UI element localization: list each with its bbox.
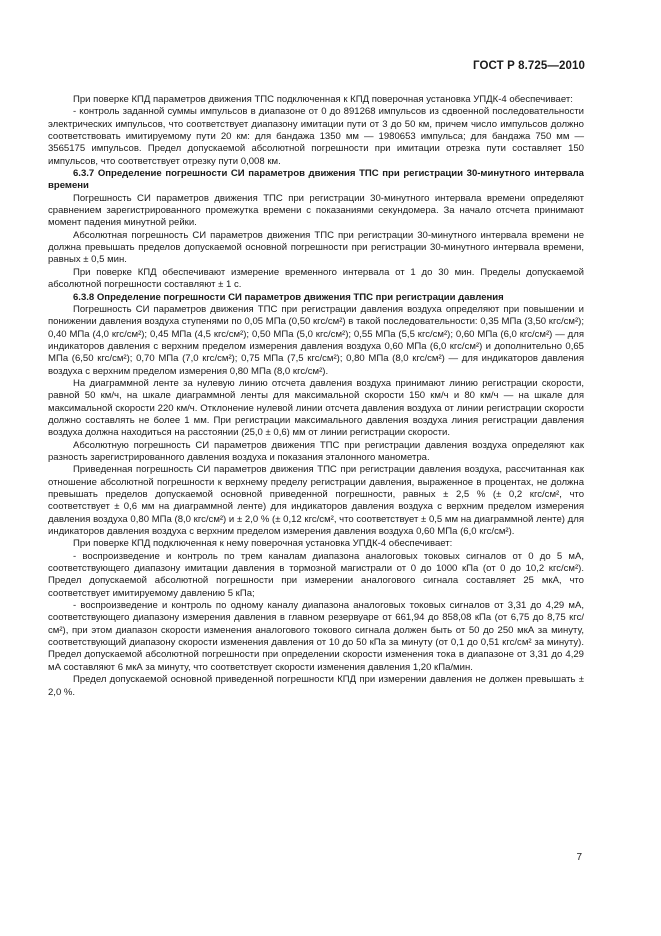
list-item: - контроль заданной суммы импульсов в диапазоне от 0 до 891268 импульсов из сдвоенной последовательности электрических импульсов, что соответствует диапазону имитации пути от 3 до 50 км, причем число импульсов должно соответствовать имитируемому пути 20 км: для бандажа 1350 мм — 1980653 импульса; для бандажа 750 мм — 3565175 импульсов. Предел допускаемой абсолютной погрешности при имитации отрезка пути составляет 150 импульсов, что соответствует отрезку пути 0,008 км. — [48, 106, 584, 167]
paragraph: Предел допускаемой основной приведенной погрешности КПД при измерении давления не должен превышать ± 2,0 %. — [48, 674, 584, 698]
paragraph: При поверке КПД обеспечивают измерение временного интервала от 1 до 30 мин. Пределы допускаемой абсолютной погрешности составляют ± 1 с. — [48, 266, 584, 291]
paragraph: Погрешность СИ параметров движения ТПС при регистрации давления воздуха определяют при повышении и понижении давления воздуха ступенями по 0,05 МПа (0,50 кгс/см²) в такой последовательности: 0,35 МПа (3,50 кгс/см²); 0,40 МПа (4,0 кгс/см²); 0,45 МПа (4,5 кгс/см²); 0,50 МПа (5,0 кгс/см²); 0,55 МПа (5,5 кгс/см²); 0,60 МПа (6,0 кгс/см²) — для индикаторов давления с верхним пределом измерения давления воздуха 0,60 МПа (6,0 кгс/см²) и дополнительно 0,65 МПа (6,50 кгс/см²); 0,70 МПа (7,0 кгс/см²); 0,75 МПа (7,5 кгс/см²); 0,80 МПа (8,0 кгс/см²) — для индикаторов давления воздуха с верхним пределом измерения 0,80 МПа (8,0 кгс/см²). — [48, 303, 584, 377]
page-body — [48, 94, 584, 699]
list-item: - воспроизведение и контроль по одному каналу диапазона аналоговых токовых сигналов от 3,31 до 4,29 мА, соответствующего диапазону измерения давления в главном резервуаре от 661,94 до 858,08 кПа (от 6,75 до 8,75 кгс/см²), при этом диапазон скорости изменения аналогового токового сигнала должен быть от 50 до 250 мкА за минуту, соответствующий диапазону скорости изменения давления от 10 до 50 кПа за минуту (от 0,1 до 0,51 кгс/см² за минуту). Предел допускаемой абсолютной погрешности при определении скорости изменения тока в диапазоне от 3,31 до 4,29 мА составляют 6 мкА за минуту, что соответствует скорости изменения давления 1,20 кПа/мин. — [48, 600, 584, 673]
paragraph: Абсолютную погрешность СИ параметров движения ТПС при регистрации давления воздуха определяют как разность зарегистрированного давления воздуха и показания эталонного манометра. — [48, 439, 584, 463]
page-number: 7 — [576, 852, 582, 863]
paragraph: Погрешность СИ параметров движения ТПС при регистрации 30-минутного интервала времени определяют сравнением зарегистрированного промежутка времени с показаниями секундомера. За начало отсчета принимают момент падения минутной рейки. — [48, 192, 584, 229]
list-item: - воспроизведение и контроль по трем каналам диапазона аналоговых токовых сигналов от 0 до 5 мА, соответствующего диапазону имитации давления в тормозной магистрали от 0 до 1000 кПа (от 0 до 10,2 кгс/см²). Предел допускаемой абсолютной погрешности при измерении аналогового сигнала составляет 25 мкА, что соответствует имитируемому давлению 5 кПа; — [48, 550, 584, 599]
paragraph: При поверке КПД параметров движения ТПС подключенная к КПД поверочная установка УПДК-4 обеспечивает: — [73, 94, 573, 105]
paragraph: Абсолютная погрешность СИ параметров движения ТПС при регистрации 30-минутного интервала времени не должна превышать пределов допускаемой основной погрешности при регистрации 30-минутного интервала времени, равных ± 0,5 мин. — [48, 229, 584, 266]
document-header: ГОСТ Р 8.725—2010 — [473, 60, 585, 72]
paragraph: Приведенная погрешность СИ параметров движения ТПС при регистрации давления воздуха, рассчитанная как отношение абсолютной погрешности к верхнему пределу регистрации давления, выраженное в процентах, не должна превышать пределов допускаемой основной приведенной погрешности, равных ± 2,5 % (± 0,2 кгс/см², что соответствует ± 0,6 мм на диаграммной ленте) для индикаторов давления воздуха с верхним пределом измерения давления воздуха 0,80 МПа (8,0 кгс/см²) и ± 2,0 % (± 0,12 кгс/см², что соответствует ± 0,5 мм на диаграммной ленте) для индикаторов давления воздуха с верхним пределом измерения давления воздуха 0,60 МПа (6,0 кгс/см²). — [48, 464, 584, 538]
paragraph: При поверке КПД подключенная к нему поверочная установка УПДК-4 обеспечивает: — [73, 538, 453, 550]
paragraph: На диаграммной ленте за нулевую линию отсчета давления воздуха принимают линию регистрации скорости, равной 50 км/ч, на шкале диаграммной ленты для максимальной скорости 150 км/ч и 80 км/ч — на шкале для максимальной скорости 220 км/ч. Отклонение нулевой линии отсчета давления воздуха от линии регистрации скорости должно составлять не более 1 мм. При регистрации максимального давления воздуха линия регистрации давления воздуха должна находиться на расстоянии (25,0 ± 0,6) мм от линии регистрации скорости. — [48, 377, 584, 439]
section-heading: 6.3.7 Определение погрешности СИ параметров движения ТПС при регистрации 30-минутного интервала времени — [48, 168, 584, 192]
section-heading: 6.3.8 Определение погрешности СИ параметров движения ТПС при регистрации давления — [73, 291, 504, 303]
